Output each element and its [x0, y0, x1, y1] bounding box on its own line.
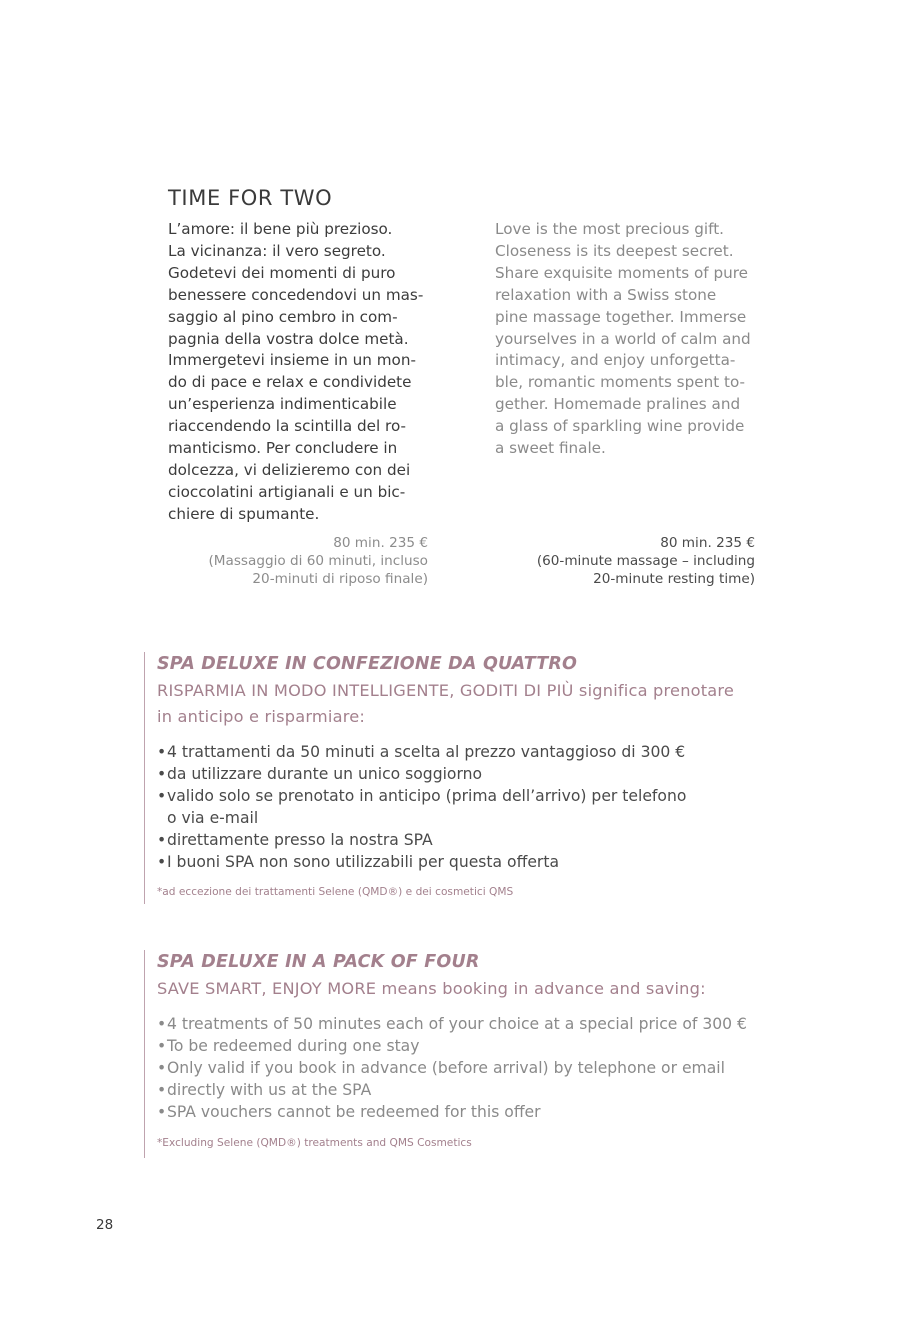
offer-subtitle: [157, 678, 777, 730]
bullet-icon: •: [157, 1036, 167, 1055]
bullet-icon: •: [157, 1058, 167, 1077]
list-item: •To be redeemed during one stay: [157, 1036, 777, 1058]
text-line: un’esperienza indimenticabile: [168, 395, 397, 414]
english-description: [495, 219, 755, 460]
text-line: cioccolatini artigianali e un bic-: [168, 482, 406, 501]
offer-title: SPA DELUXE IN CONFEZIONE DA QUATTRO: [157, 654, 578, 674]
subtitle-line: in anticipo e risparmiare:: [157, 707, 366, 726]
bullet-icon: •: [157, 1080, 167, 1099]
list-item: •SPA vouchers cannot be redeemed for this offer: [157, 1102, 777, 1124]
list-item: •direttamente presso la nostra SPA: [157, 830, 777, 852]
text-line: manticismo. Per concludere in: [168, 439, 398, 458]
bullet-icon: •: [157, 786, 167, 805]
bullet-icon: •: [157, 852, 167, 871]
text-line: dolcezza, vi delizieremo con dei: [168, 460, 411, 479]
list-item-continuation: o via e-mail: [167, 808, 259, 827]
price-line: 80 min. 235 €: [660, 535, 755, 551]
text-line: yourselves in a world of calm and: [495, 329, 751, 348]
section-title: TIME FOR TWO: [168, 186, 333, 210]
subtitle-line: SAVE SMART, ENJOY MORE means booking in advance and saving:: [157, 979, 706, 998]
list-item: •4 treatments of 50 minutes each of your choice at a special price of 300 €: [157, 1014, 777, 1036]
list-item: •da utilizzare durante un unico soggiorno: [157, 764, 777, 786]
text-line: gether. Homemade pralines and: [495, 395, 741, 414]
list-item: •directly with us at the SPA: [157, 1080, 777, 1102]
bullet-icon: •: [157, 1102, 167, 1121]
text-line: a sweet finale.: [495, 439, 606, 458]
text-line: riaccendendo la scintilla del ro-: [168, 417, 407, 436]
offer-footnote: *ad eccezione dei trattamenti Selene (QMD®) e dei cosmetici QMS: [157, 886, 514, 899]
list-item: •I buoni SPA non sono utilizzabili per questa offerta: [157, 852, 777, 874]
list-item: •4 trattamenti da 50 minuti a scelta al prezzo vantaggioso di 300 €: [157, 742, 777, 764]
text-line: saggio al pino cembro in com-: [168, 307, 398, 326]
text-line: relaxation with a Swiss stone: [495, 285, 717, 304]
offer-english: [144, 950, 777, 1158]
bullet-icon: •: [157, 1015, 167, 1033]
text-line: L’amore: il bene più prezioso.: [168, 220, 393, 238]
list-item: •Only valid if you book in advance (before arrival) by telephone or email: [157, 1058, 777, 1080]
text-line: La vicinanza: il vero segreto.: [168, 241, 386, 260]
offer-bullet-list: [157, 1014, 777, 1124]
page-number: 28: [96, 1217, 114, 1233]
text-line: intimacy, and enjoy unforgetta-: [495, 351, 736, 370]
text-line: Love is the most precious gift.: [495, 220, 724, 238]
bullet-icon: •: [157, 743, 167, 761]
price-italian: [168, 535, 428, 588]
text-line: a glass of sparkling wine provide: [495, 417, 745, 436]
text-line: chiere di spumante.: [168, 504, 320, 523]
offer-title: SPA DELUXE IN A PACK OF FOUR: [157, 952, 480, 972]
italian-description: [168, 219, 428, 526]
price-line: 20-minuti di riposo finale): [252, 570, 428, 587]
price-english: [495, 535, 755, 588]
bullet-icon: •: [157, 830, 167, 849]
offer-footnote: *Excluding Selene (QMD®) treatments and QMS Cosmetics: [157, 1136, 472, 1149]
offer-bullet-list: [157, 742, 777, 873]
bullet-icon: •: [157, 764, 167, 783]
offer-italian: [144, 652, 777, 904]
price-line: 20-minute resting time): [593, 570, 755, 587]
text-line: benessere concedendovi un mas-: [168, 285, 424, 304]
price-line: (60-minute massage – including: [536, 552, 755, 569]
text-line: Godetevi dei momenti di puro: [168, 263, 396, 282]
text-line: Closeness is its deepest secret.: [495, 241, 734, 260]
text-line: Immergetevi insieme in un mon-: [168, 351, 416, 370]
text-line: pine massage together. Immerse: [495, 307, 747, 326]
subtitle-line: RISPARMIA IN MODO INTELLIGENTE, GODITI DI PIÙ significa prenotare: [157, 681, 735, 700]
offer-subtitle: [157, 976, 777, 1002]
text-line: ble, romantic moments spent to-: [495, 373, 746, 392]
text-line: pagnia della vostra dolce metà.: [168, 329, 409, 348]
list-item: •valido solo se prenotato in anticipo (prima dell’arrivo) per telefono o via e-mail: [157, 786, 777, 830]
text-line: Share exquisite moments of pure: [495, 263, 748, 282]
price-line: (Massaggio di 60 minuti, incluso: [208, 552, 428, 569]
price-line: 80 min. 235 €: [333, 535, 428, 551]
text-line: do di pace e relax e condividete: [168, 373, 412, 392]
